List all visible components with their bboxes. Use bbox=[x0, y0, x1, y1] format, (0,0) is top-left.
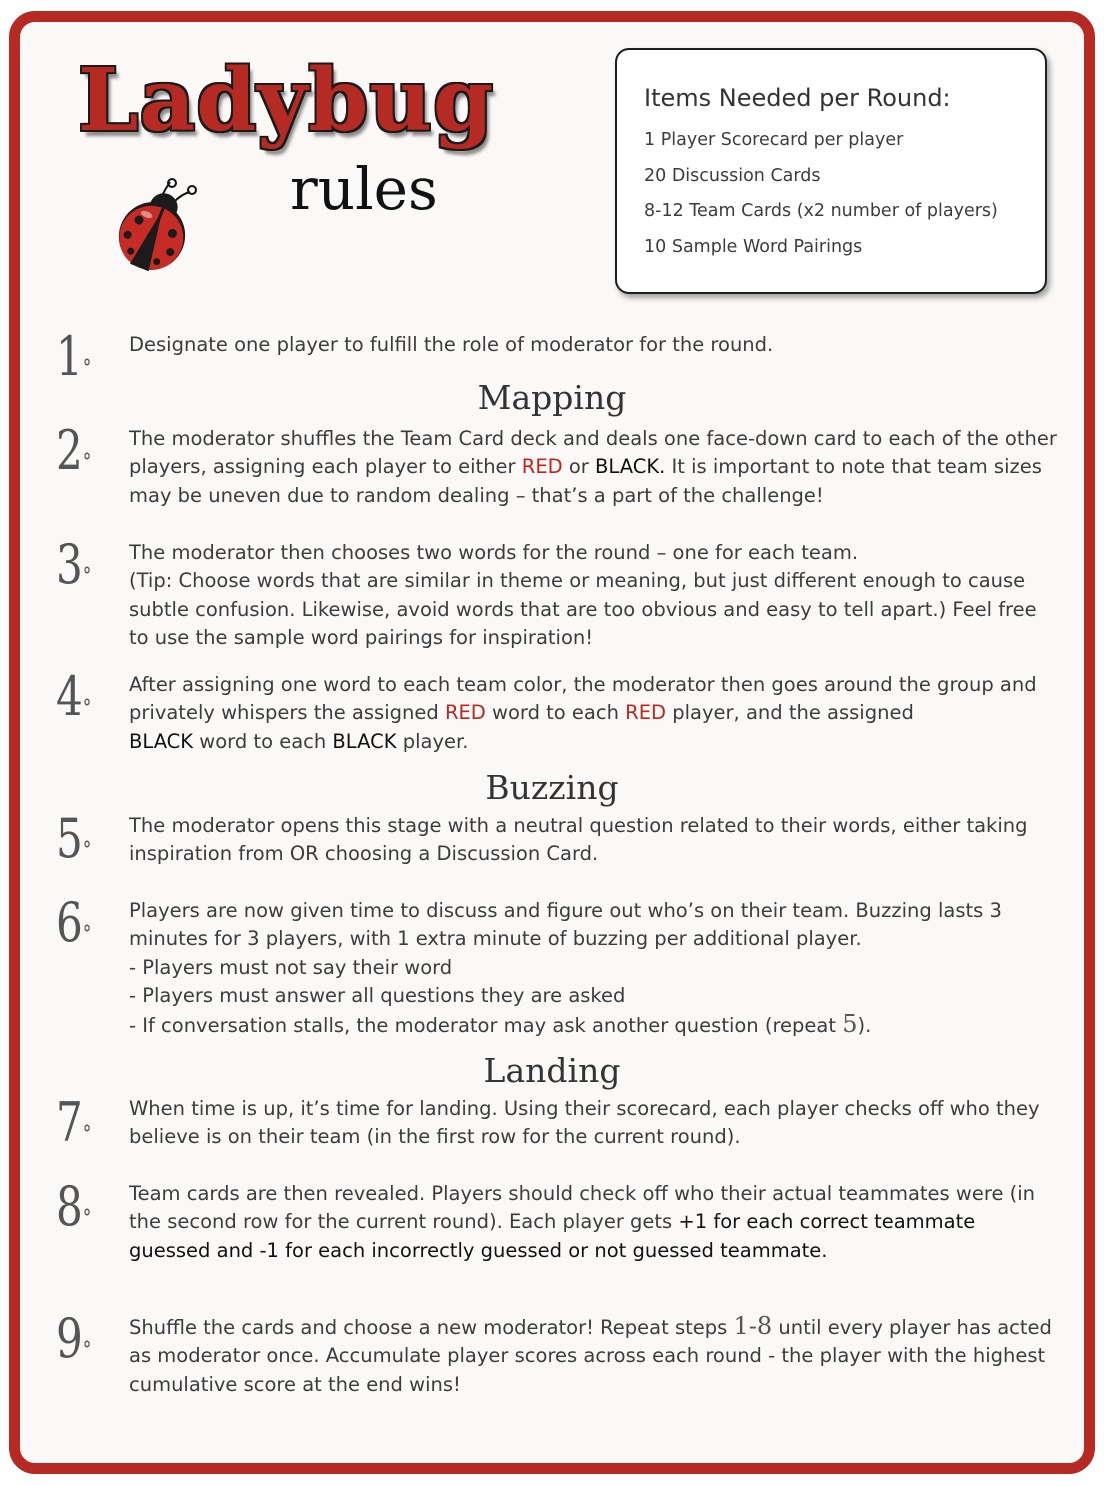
rule-bullet: - Players must not say their word bbox=[129, 955, 453, 979]
step-5-number: 5° bbox=[56, 807, 92, 870]
step-7-text: When time is up, it’s time for landing. Using their scorecard, each player checks off who they believe is on their team (in the first row for the current round). bbox=[129, 1097, 1040, 1149]
team-black-label: BLACK bbox=[129, 729, 194, 753]
scoring-rule: +1 for each correct teammate guessed and -1 for each incorrectly guessed or not guessed teammate. bbox=[129, 1210, 976, 1262]
step-4-text: After assigning one word to each team color, the moderator then goes around the group and privately whispers the assigned RED word to each RED player, and the assigned BLACK word to each BLACK player. bbox=[129, 673, 1037, 753]
section-heading-mapping: Mapping bbox=[477, 378, 627, 417]
items-list-item: 1 Player Scorecard per player bbox=[644, 130, 904, 150]
page-subtitle: rules bbox=[290, 155, 438, 223]
rule-bullet: - Players must answer all questions they are asked bbox=[129, 983, 626, 1007]
step-7-number: 7° bbox=[56, 1091, 92, 1154]
section-heading-landing: Landing bbox=[483, 1051, 621, 1090]
team-red-label: RED bbox=[521, 455, 563, 479]
items-list-item: 20 Discussion Cards bbox=[644, 165, 821, 186]
items-needed-title: Items Needed per Round: bbox=[644, 84, 951, 112]
team-red-label: RED bbox=[625, 701, 667, 725]
step-6-text: Players are now given time to discuss and figure out who’s on their team. Buzzing lasts 3 minutes for 3 players, with 1 extra minute of buzzing per additional player. - Players must not say their word - Players must answer all questions they are asked - If conversation stalls, the moderator may ask another question (repeat 5). bbox=[129, 899, 1002, 1039]
team-black-label: BLACK. bbox=[595, 455, 666, 479]
step-4-number: 4° bbox=[56, 665, 92, 728]
items-list-item: 10 Sample Word Pairings bbox=[644, 236, 863, 257]
step-9-text: Shuffle the cards and choose a new moderator! Repeat steps 1-8 until every player has acted as moderator once. Accumulate player scores across each round - the player with the highest cumulative score at the end wins! bbox=[129, 1312, 1052, 1396]
step-8-text: Team cards are then revealed. Players should check off who their actual teammates were (in the second row for the current round). Each player gets +1 for each correct teammate guessed and -1 for each incorrectly guessed or not guessed teammate. bbox=[129, 1182, 1036, 1262]
step-reference: 5 bbox=[842, 1010, 858, 1039]
rule-bullet: - If conversation stalls, the moderator may ask another question (repeat bbox=[129, 1014, 843, 1038]
step-8-number: 8° bbox=[56, 1175, 92, 1238]
step-6-number: 6° bbox=[56, 891, 92, 954]
page-title: Ladybug bbox=[78, 50, 495, 151]
step-3-number: 3° bbox=[56, 533, 92, 596]
items-needed-box bbox=[615, 48, 1047, 294]
step-9-number: 9° bbox=[56, 1307, 92, 1370]
ladybug-icon bbox=[112, 174, 202, 274]
step-1-number: 1° bbox=[56, 325, 92, 388]
step-reference: 1-8 bbox=[733, 1312, 773, 1340]
team-black-label: BLACK bbox=[332, 729, 397, 753]
items-list-item: 8-12 Team Cards (x2 number of players) bbox=[644, 201, 998, 221]
team-red-label: RED bbox=[444, 701, 486, 725]
section-heading-buzzing: Buzzing bbox=[485, 768, 619, 807]
step-5-text: The moderator opens this stage with a neutral question related to their words, either taking inspiration from OR choosing a Discussion Card. bbox=[129, 814, 1028, 866]
step-2-number: 2° bbox=[56, 419, 92, 482]
step-2-text: The moderator shuffles the Team Card deck and deals one face-down card to each of the other players, assigning each player to either RED or BLACK. It is important to note that team sizes may be uneven due to random dealing – that’s a part of the challenge! bbox=[129, 427, 1057, 507]
step-1-text: Designate one player to fulfill the role of moderator for the round. bbox=[129, 333, 774, 356]
step-3-text: The moderator then chooses two words for the round – one for each team. (Tip: Choose words that are similar in theme or meaning, but just different enough to cause subtle confusion. Likewise, avoid words that are too obvious and easy to tell apart.) Feel free to use the sample word pairings for inspiration! bbox=[129, 541, 1037, 649]
